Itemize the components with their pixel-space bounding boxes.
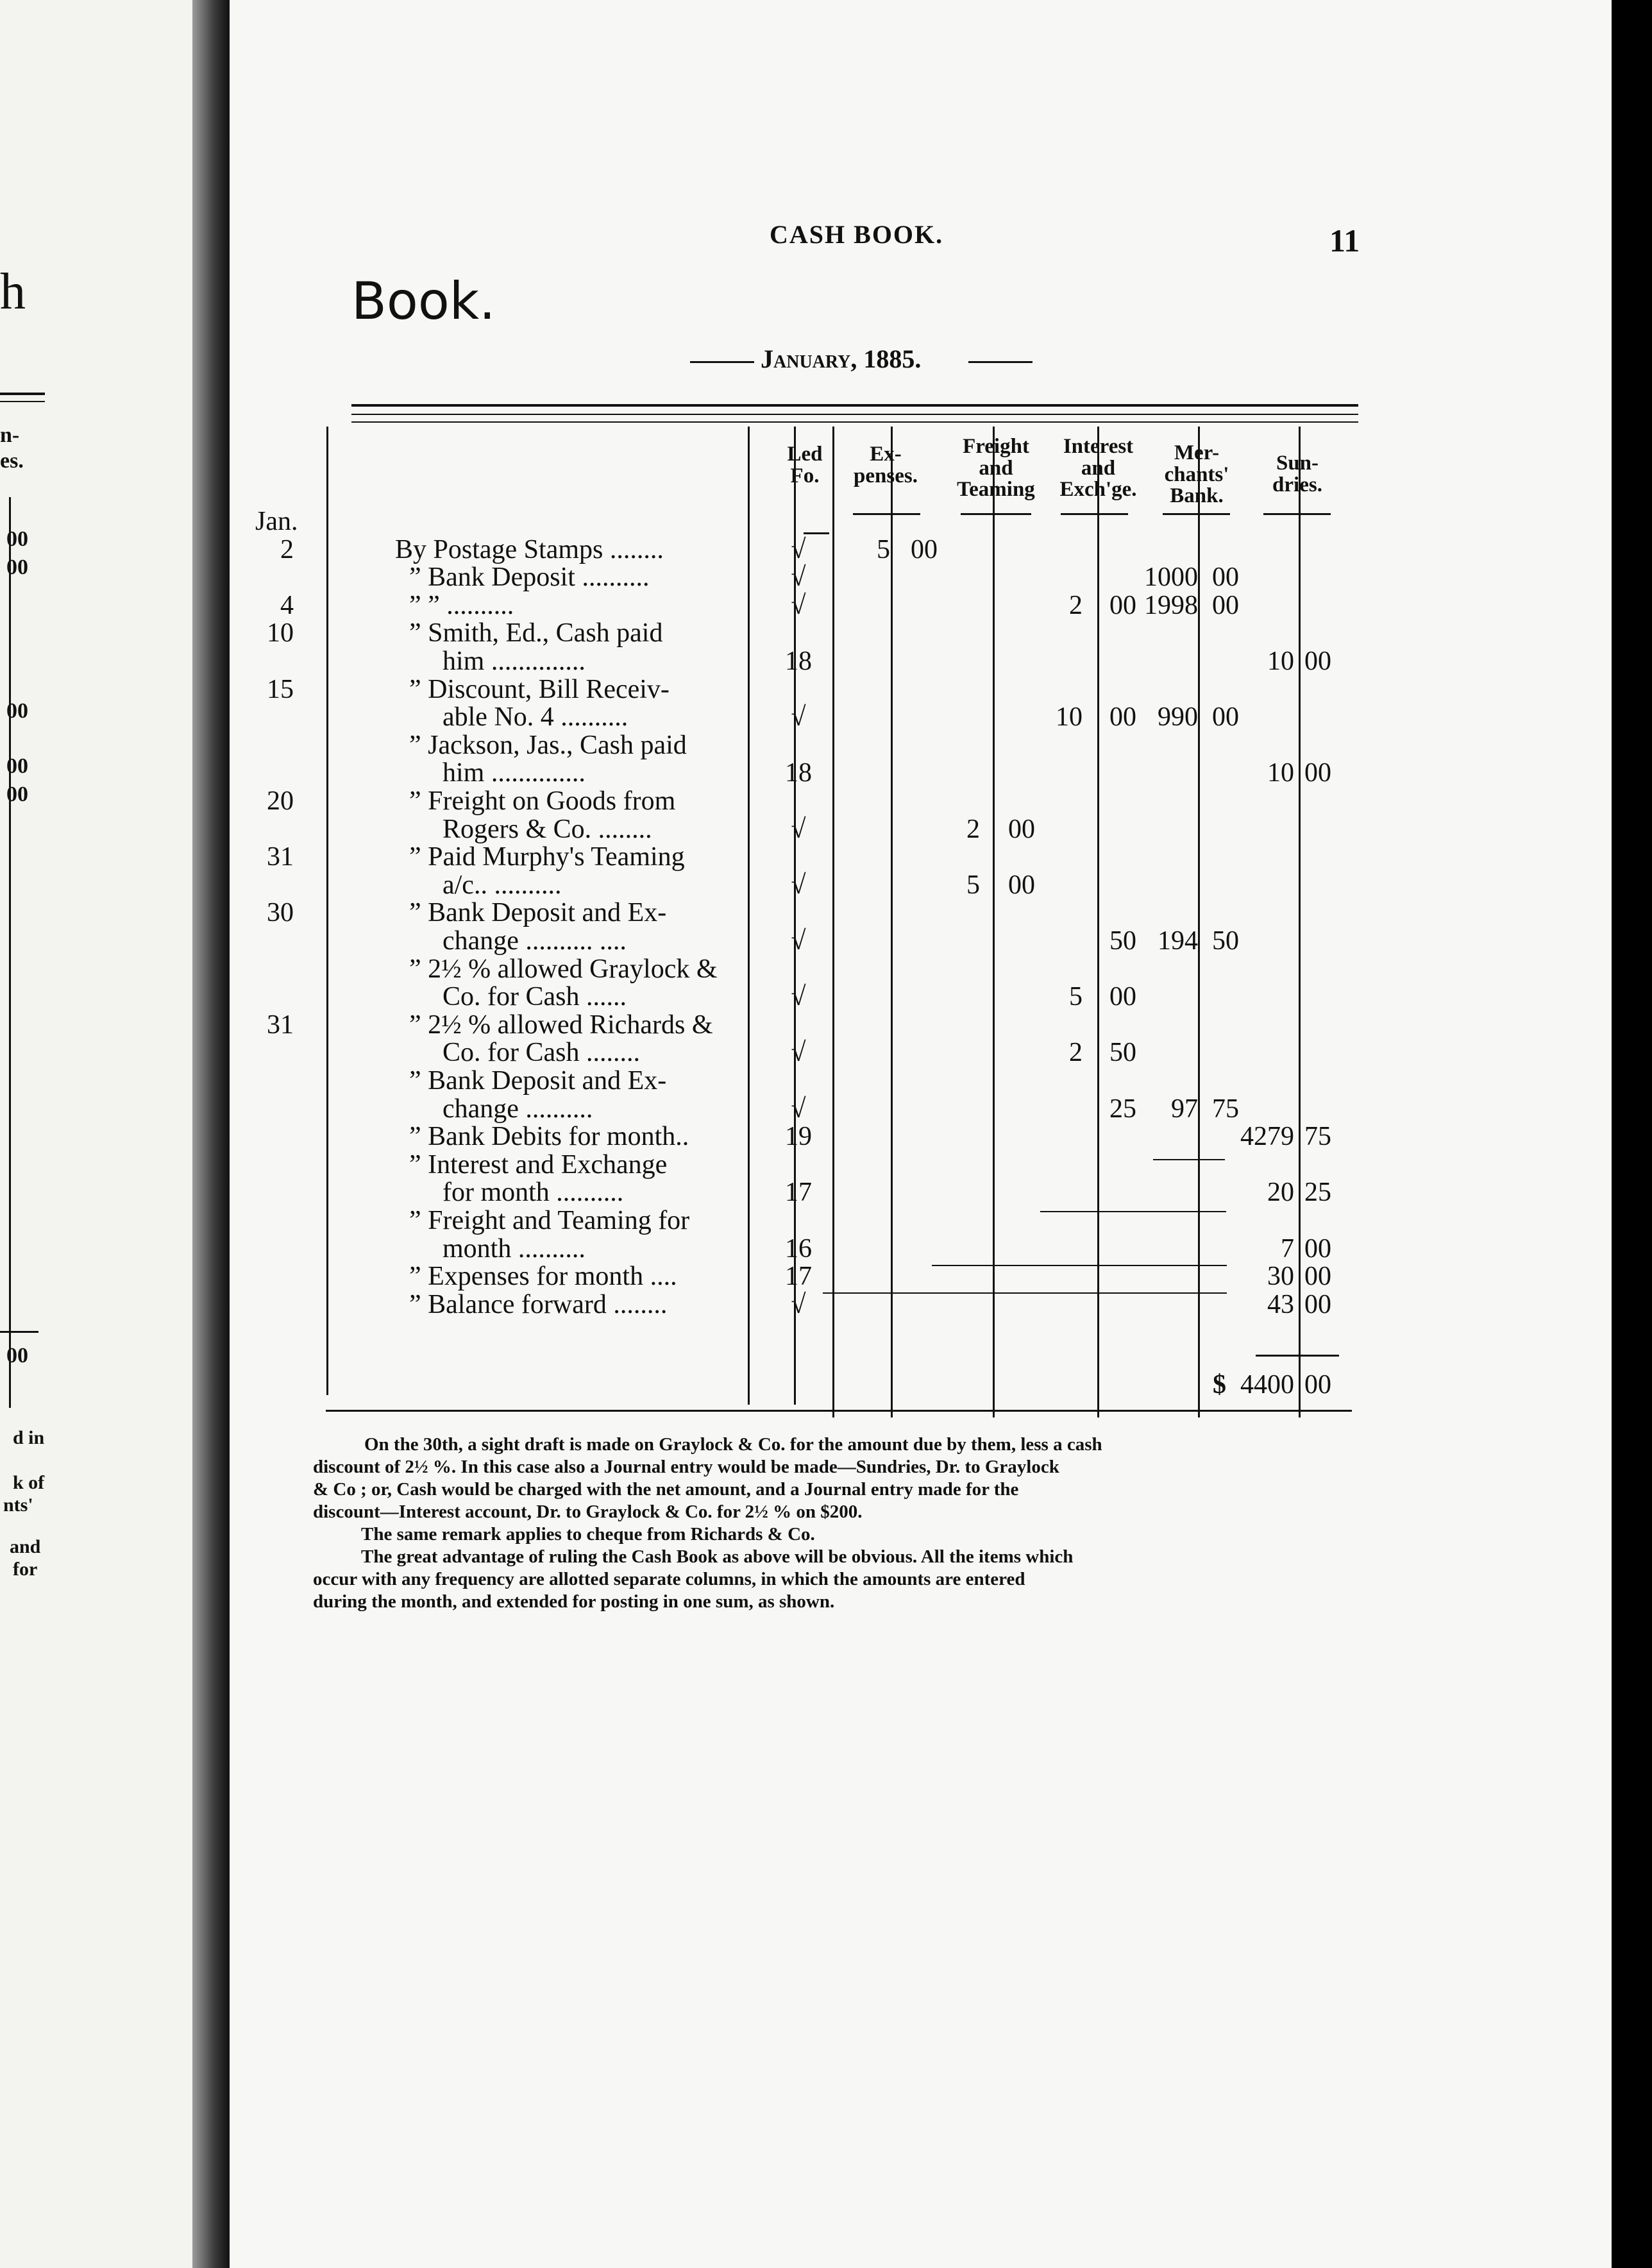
entry-desc: month ..........	[442, 1234, 586, 1264]
entry-date: 4	[280, 591, 294, 620]
header-led: Led Fo.	[787, 443, 823, 487]
header-rule	[853, 513, 920, 515]
header-freight: Freight and Teaming	[957, 435, 1035, 502]
left-amount: 00	[6, 699, 28, 723]
left-rule	[0, 1331, 38, 1333]
note-line: occur with any frequency are allotted separate columns, in which the amounts are entered	[313, 1569, 1025, 1589]
entry-date: 2	[280, 535, 294, 564]
left-heading: h	[0, 264, 26, 320]
mer-col-line	[1097, 427, 1099, 1418]
bottom-rule	[326, 1410, 1352, 1412]
entry-desc: ” ” ..........	[409, 591, 514, 620]
date-col-line	[326, 427, 328, 1395]
left-note: d in	[13, 1427, 45, 1448]
entry-desc: him ..............	[442, 647, 586, 676]
running-title: CASH BOOK.	[770, 220, 944, 249]
entry-led: √	[791, 1094, 806, 1124]
entry-led: 18	[785, 647, 812, 676]
entry-date: 30	[267, 898, 294, 927]
total-cents: 00	[1304, 1370, 1331, 1400]
entry-sun-c: 00	[1304, 647, 1331, 676]
month-title: January, 1885.	[761, 344, 922, 373]
entry-desc: ” Freight and Teaming for	[409, 1206, 690, 1235]
entry-mer-d: 990	[1158, 702, 1198, 732]
entry-desc: Co. for Cash ........	[442, 1038, 640, 1067]
entry-exp-d: 5	[877, 535, 890, 564]
left-note: k of	[13, 1472, 45, 1493]
total-symbol: $	[1213, 1370, 1226, 1400]
entry-frt-c: 00	[1008, 815, 1035, 844]
header-expenses: Ex- penses.	[854, 443, 918, 487]
entry-led: √	[791, 535, 806, 564]
header-interest: Interest and Exch'ge.	[1059, 435, 1137, 502]
sun-right-line	[1299, 427, 1301, 1418]
entry-sun-d: 20	[1267, 1178, 1294, 1207]
entry-desc: ” 2½ % allowed Richards &	[409, 1010, 713, 1040]
entry-sun-d: 10	[1267, 647, 1294, 676]
entry-desc: By Postage Stamps ........	[395, 535, 664, 564]
left-col-line	[9, 497, 11, 1408]
entry-led: √	[791, 591, 806, 620]
entry-int-c: 50	[1109, 1038, 1136, 1067]
entry-date: 31	[267, 1010, 294, 1040]
left-col-head-1: n-	[0, 423, 20, 447]
note-line: during the month, and extended for posting in one sum, as shown.	[313, 1591, 835, 1612]
cast-rule	[1040, 1211, 1226, 1212]
entry-int-c: 25	[1109, 1094, 1136, 1124]
entry-mer-d: 1998	[1144, 591, 1198, 620]
entry-desc: ” Bank Debits for month..	[409, 1122, 689, 1151]
entry-mer-c: 50	[1212, 926, 1239, 956]
entry-int-d: 2	[1069, 591, 1083, 620]
left-amount: 00	[6, 1344, 28, 1367]
entry-sun-c: 25	[1304, 1178, 1331, 1207]
entry-desc: ” Expenses for month ....	[409, 1262, 677, 1291]
title-dash	[968, 361, 1032, 363]
entry-int-c: 00	[1109, 702, 1136, 732]
page-number: 11	[1329, 223, 1360, 258]
entry-sun-d: 4279	[1240, 1122, 1294, 1151]
entry-int-c: 00	[1109, 591, 1136, 620]
entry-int-d: 2	[1069, 1038, 1083, 1067]
entry-int-d: 5	[1069, 982, 1083, 1011]
header-rule	[804, 532, 829, 534]
left-col-head-2: es.	[0, 449, 24, 473]
entry-led: √	[791, 1038, 806, 1067]
entry-led: 16	[785, 1234, 812, 1264]
int-col-line	[993, 427, 995, 1418]
left-rule	[0, 401, 45, 402]
entry-desc: ” Bank Deposit and Ex-	[409, 898, 667, 927]
cast-rule	[1153, 1159, 1225, 1160]
header-rule	[1163, 513, 1230, 515]
note-line: On the 30th, a sight draft is made on Graylock & Co. for the amount due by them, less a cash	[364, 1434, 1102, 1455]
header-rule	[1061, 513, 1128, 515]
left-amount: 00	[6, 527, 28, 551]
entry-desc: a/c.. ..........	[442, 870, 562, 900]
entry-int-c: 00	[1109, 982, 1136, 1011]
entry-date: 15	[267, 675, 294, 704]
exp-col-line	[832, 427, 834, 1418]
entry-led: 17	[785, 1262, 812, 1291]
desc-col-line	[748, 427, 750, 1405]
cast-rule	[823, 1292, 1227, 1294]
header-rule	[961, 513, 1031, 515]
entry-led: 17	[785, 1178, 812, 1207]
entry-led: √	[791, 815, 806, 844]
note-line: discount—Interest account, Dr. to Graylock & Co. for 2½ % on $200.	[313, 1502, 863, 1522]
entry-led: √	[791, 1290, 806, 1319]
entry-date: 10	[267, 618, 294, 648]
note-line: discount of 2½ %. In this case also a Journal entry would be made—Sundries, Dr. to Graylock	[313, 1457, 1059, 1477]
entry-led: 18	[785, 758, 812, 788]
page-gutter	[192, 0, 230, 2268]
entry-sun-c: 00	[1304, 1234, 1331, 1264]
entry-desc: able No. 4 ..........	[442, 702, 628, 732]
total-rule	[1256, 1355, 1339, 1357]
entry-desc: Co. for Cash ......	[442, 982, 627, 1011]
entry-desc: for month ..........	[442, 1178, 624, 1207]
left-amount: 00	[6, 555, 28, 579]
top-rule	[351, 404, 1358, 407]
entry-led: √	[791, 926, 806, 956]
left-amount: 00	[6, 783, 28, 806]
entry-sun-c: 00	[1304, 758, 1331, 788]
page-edge	[1612, 0, 1652, 2268]
entry-exp-c: 00	[911, 535, 938, 564]
book-title: Book.	[351, 271, 496, 331]
entry-sun-c: 00	[1304, 1262, 1331, 1291]
entry-desc: ” Smith, Ed., Cash paid	[409, 618, 663, 648]
entry-desc: ” Jackson, Jas., Cash paid	[409, 731, 687, 760]
entry-desc: ” Freight on Goods from	[409, 786, 676, 816]
entry-desc: change .......... ....	[442, 926, 627, 956]
note-line: The great advantage of ruling the Cash Book as above will be obvious. All the items which	[361, 1546, 1074, 1567]
entry-desc: ” Interest and Exchange	[409, 1150, 668, 1180]
entry-desc: ” Bank Deposit and Ex-	[409, 1066, 667, 1096]
frt-col-line	[891, 427, 893, 1418]
entry-mer-d: 1000	[1144, 563, 1198, 592]
entry-date: Jan.	[255, 507, 298, 536]
right-page	[230, 0, 1612, 2268]
entry-desc: ” Discount, Bill Receiv-	[409, 675, 670, 704]
entry-desc: change ..........	[442, 1094, 593, 1124]
header-sundries: Sun- dries.	[1272, 452, 1322, 496]
cast-rule	[932, 1265, 1227, 1266]
total-dollars: 4400	[1240, 1370, 1294, 1400]
left-note: and	[10, 1536, 41, 1557]
header-merchants: Mer- chants' Bank.	[1164, 441, 1229, 508]
title-dash	[690, 361, 754, 363]
entry-frt-d: 5	[966, 870, 980, 900]
top-rule	[351, 414, 1358, 415]
entry-desc: ” Balance forward ........	[409, 1290, 668, 1319]
note-line: & Co ; or, Cash would be charged with the net amount, and a Journal entry made for the	[313, 1479, 1019, 1500]
entry-date: 20	[267, 786, 294, 816]
entry-led: √	[791, 870, 806, 900]
entry-int-c: 50	[1109, 926, 1136, 956]
entry-frt-d: 2	[966, 815, 980, 844]
left-amount: 00	[6, 754, 28, 778]
entry-mer-c: 00	[1212, 591, 1239, 620]
entry-desc: Rogers & Co. ........	[442, 815, 652, 844]
entry-mer-c: 00	[1212, 563, 1239, 592]
entry-date: 31	[267, 842, 294, 872]
note-line: The same remark applies to cheque from Richards & Co.	[361, 1524, 815, 1544]
entry-sun-d: 10	[1267, 758, 1294, 788]
entry-mer-d: 194	[1158, 926, 1198, 956]
entry-led: √	[791, 982, 806, 1011]
entry-mer-c: 75	[1212, 1094, 1239, 1124]
left-note: nts'	[3, 1494, 33, 1516]
entry-sun-d: 7	[1281, 1234, 1294, 1264]
left-note: for	[13, 1559, 38, 1580]
entry-sun-d: 30	[1267, 1262, 1294, 1291]
entry-led: 19	[785, 1122, 812, 1151]
entry-led: √	[791, 702, 806, 732]
entry-led: √	[791, 563, 806, 592]
entry-int-d: 10	[1056, 702, 1083, 732]
entry-sun-c: 00	[1304, 1290, 1331, 1319]
entry-sun-d: 43	[1267, 1290, 1294, 1319]
entry-frt-c: 00	[1008, 870, 1035, 900]
entry-desc: ” Bank Deposit ..........	[409, 563, 650, 592]
entry-mer-c: 00	[1212, 702, 1239, 732]
entry-sun-c: 75	[1304, 1122, 1331, 1151]
header-rule	[1263, 513, 1331, 515]
left-page	[0, 0, 192, 2268]
sun-col-line	[1198, 427, 1200, 1418]
entry-mer-d: 97	[1171, 1094, 1198, 1124]
top-rule	[351, 421, 1358, 423]
left-rule	[0, 393, 45, 395]
entry-desc: him ..............	[442, 758, 586, 788]
entry-desc: ” 2½ % allowed Graylock &	[409, 954, 718, 984]
entry-desc: ” Paid Murphy's Teaming	[409, 842, 685, 872]
